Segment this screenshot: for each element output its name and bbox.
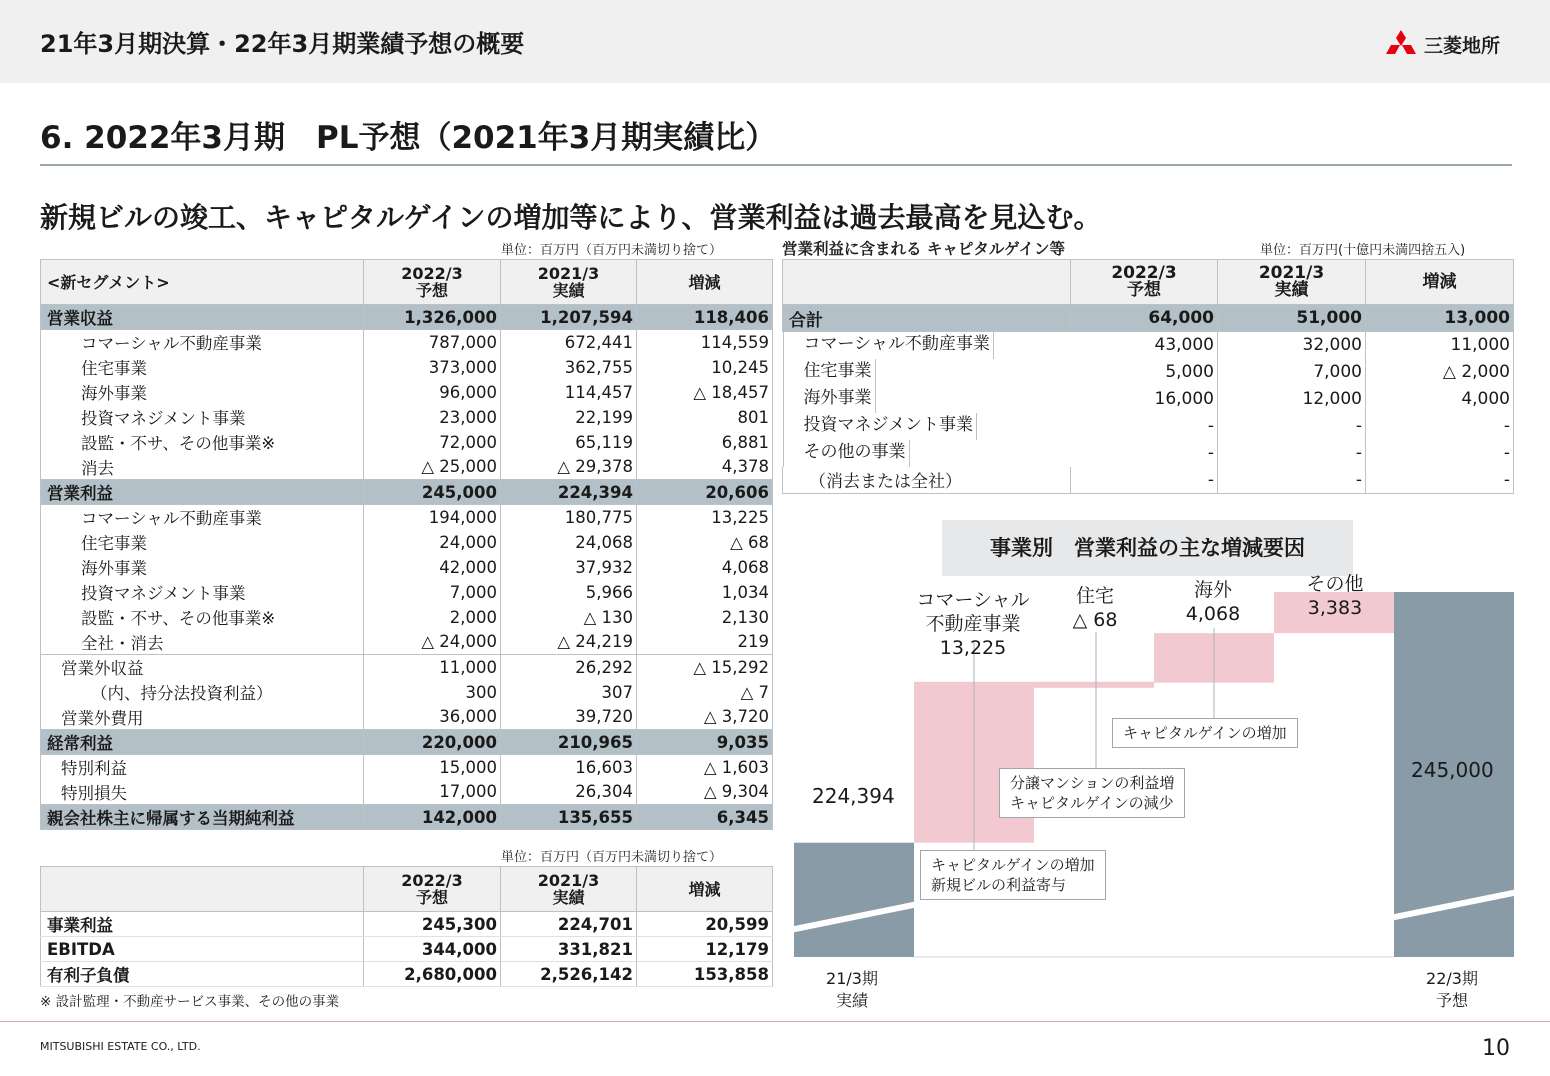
cell-c: 12,179: [637, 937, 773, 962]
main-table-unit: 単位：百万円（百万円未満切り捨て）: [501, 243, 723, 258]
cell-b: -: [1218, 440, 1366, 467]
cell-a: -: [1071, 440, 1218, 467]
cg-col-change: 増減: [1366, 260, 1514, 305]
row-label: その他の事業: [783, 440, 910, 467]
cell-a: 142,000: [364, 805, 501, 830]
row-label: 海外事業: [41, 380, 364, 405]
cell-c: 20,599: [637, 912, 773, 937]
cell-b: 7,000: [1218, 359, 1366, 386]
row-label: 全社・消去: [41, 630, 364, 655]
col-segment: <新セグメント>: [41, 260, 364, 305]
cell-b: 12,000: [1218, 386, 1366, 413]
cell-a: △ 24,000: [364, 630, 501, 655]
cell-a: -: [1071, 467, 1218, 494]
cg-col-2021: 2021/3 実績: [1218, 260, 1366, 305]
cell-a: 17,000: [364, 780, 501, 805]
cell-b: 51,000: [1218, 305, 1366, 332]
cell-c: 2,130: [637, 605, 773, 630]
row-label: コマーシャル不動産事業: [41, 505, 364, 530]
bar-step-residential: [1034, 682, 1154, 688]
cell-b: 224,701: [501, 912, 637, 937]
cell-b: 210,965: [501, 730, 637, 755]
cell-a: 245,300: [364, 912, 501, 937]
row-label: 設監・不サ、その他事業※: [41, 605, 364, 630]
cell-c: △ 2,000: [1366, 359, 1514, 386]
cg-table-title: 営業利益に含まれる キャピタルゲイン等: [782, 240, 1066, 258]
cell-b: -: [1218, 467, 1366, 494]
cell-a: 194,000: [364, 505, 501, 530]
row-label: コマーシャル不動産事業: [783, 332, 994, 359]
cell-b: △ 29,378: [501, 455, 637, 480]
cell-c: 13,000: [1366, 305, 1514, 332]
row-label: コマーシャル不動産事業: [41, 330, 364, 355]
cell-a: 72,000: [364, 430, 501, 455]
cell-a: 11,000: [364, 655, 501, 680]
cell-c: 801: [637, 405, 773, 430]
cell-a: 15,000: [364, 755, 501, 780]
cell-c: △ 3,720: [637, 705, 773, 730]
cell-c: 4,378: [637, 455, 773, 480]
cell-a: 24,000: [364, 530, 501, 555]
step-label-overseas: 海外 4,068: [1185, 579, 1241, 625]
row-label: 合計: [783, 305, 1071, 332]
cell-c: 11,000: [1366, 332, 1514, 359]
cell-b: 362,755: [501, 355, 637, 380]
row-label: 設監・不サ、その他事業※: [41, 430, 364, 455]
cell-b: 26,304: [501, 780, 637, 805]
cell-b: 224,394: [501, 480, 637, 505]
callout-overseas: キャピタルゲインの増加: [1112, 718, 1298, 748]
sub-table-unit: 単位：百万円（百万円未満切り捨て）: [501, 850, 723, 865]
cell-a: 1,326,000: [364, 305, 501, 330]
cell-c: △ 18,457: [637, 380, 773, 405]
row-label: 住宅事業: [783, 359, 876, 386]
cell-a: 2,000: [364, 605, 501, 630]
header-title: 21年3月期決算・22年3月期業績予想の概要: [40, 30, 525, 58]
cell-b: 32,000: [1218, 332, 1366, 359]
row-label: 有利子負債: [41, 962, 364, 987]
cell-b: 22,199: [501, 405, 637, 430]
cg-table-unit: 単位：百万円(十億円未満四捨五入): [1260, 243, 1466, 258]
cell-c: 153,858: [637, 962, 773, 987]
step-label-residential: 住宅 △ 68: [1072, 585, 1118, 631]
row-label: 海外事業: [783, 386, 876, 413]
cell-c: 219: [637, 630, 773, 655]
footer-company: MITSUBISHI ESTATE CO., LTD.: [40, 1040, 201, 1053]
cell-c: 4,000: [1366, 386, 1514, 413]
cell-c: 114,559: [637, 330, 773, 355]
col-2021: 2021/3 実績: [501, 260, 637, 305]
row-label: 営業利益: [41, 480, 364, 505]
cell-b: 1,207,594: [501, 305, 637, 330]
row-label: 住宅事業: [41, 530, 364, 555]
row-label: （内、持分法投資利益）: [41, 680, 364, 705]
cell-c: 118,406: [637, 305, 773, 330]
row-label: 特別利益: [41, 755, 364, 780]
cell-b: 5,966: [501, 580, 637, 605]
row-label: 営業外費用: [41, 705, 364, 730]
page-title: 6. 2022年3月期 PL予想（2021年3月期実績比）: [40, 120, 777, 156]
sub-col-2021: 2021/3 実績: [501, 867, 637, 912]
cell-b: 307: [501, 680, 637, 705]
row-label: 営業外収益: [41, 655, 364, 680]
footnote: ※ 設計監理・不動産サービス事業、その他の事業: [40, 994, 340, 1010]
cell-a: 43,000: [1071, 332, 1218, 359]
cell-a: 5,000: [1071, 359, 1218, 386]
cell-c: -: [1366, 440, 1514, 467]
lead-text: 新規ビルの竣工、キャピタルゲインの増加等により、営業利益は過去最高を見込む。: [40, 201, 1102, 234]
callout-residential: 分譲マンションの利益増 キャピタルゲインの減少: [999, 768, 1185, 818]
cell-c: △ 68: [637, 530, 773, 555]
footer-rule: [0, 1021, 1550, 1022]
cell-c: △ 15,292: [637, 655, 773, 680]
cell-c: 4,068: [637, 555, 773, 580]
cell-b: △ 130: [501, 605, 637, 630]
cell-a: 220,000: [364, 730, 501, 755]
row-label: 住宅事業: [41, 355, 364, 380]
cell-a: 16,000: [1071, 386, 1218, 413]
cell-b: △ 24,219: [501, 630, 637, 655]
end-value-label: 245,000: [1411, 758, 1494, 782]
cell-b: 672,441: [501, 330, 637, 355]
cell-b: 331,821: [501, 937, 637, 962]
bar-start-total: [794, 843, 914, 957]
row-label: 投資マネジメント事業: [783, 413, 978, 440]
cell-a: 23,000: [364, 405, 501, 430]
row-label: 投資マネジメント事業: [41, 405, 364, 430]
cell-c: 9,035: [637, 730, 773, 755]
cell-c: △ 9,304: [637, 780, 773, 805]
page-number: 10: [1482, 1036, 1510, 1061]
cell-c: △ 7: [637, 680, 773, 705]
cell-b: 26,292: [501, 655, 637, 680]
row-label: 消去: [41, 455, 364, 480]
cell-b: 180,775: [501, 505, 637, 530]
axis-label-end: 22/3期 予想: [1426, 969, 1478, 1010]
cell-a: 787,000: [364, 330, 501, 355]
cell-a: 373,000: [364, 355, 501, 380]
cell-c: 6,345: [637, 805, 773, 830]
cell-a: 42,000: [364, 555, 501, 580]
row-label: 事業利益: [41, 912, 364, 937]
cell-a: 7,000: [364, 580, 501, 605]
cell-a: △ 25,000: [364, 455, 501, 480]
cell-c: 6,881: [637, 430, 773, 455]
cell-b: -: [1218, 413, 1366, 440]
row-label: EBITDA: [41, 937, 364, 962]
cell-a: 64,000: [1071, 305, 1218, 332]
cell-b: 65,119: [501, 430, 637, 455]
cell-c: 1,034: [637, 580, 773, 605]
cell-c: -: [1366, 467, 1514, 494]
cell-b: 16,603: [501, 755, 637, 780]
cell-c: 10,245: [637, 355, 773, 380]
col-2022: 2022/3 予想: [364, 260, 501, 305]
cell-a: 2,680,000: [364, 962, 501, 987]
cg-col-2022: 2022/3 予想: [1071, 260, 1218, 305]
cell-a: 245,000: [364, 480, 501, 505]
row-label: 特別損失: [41, 780, 364, 805]
cell-a: -: [1071, 413, 1218, 440]
cell-b: 114,457: [501, 380, 637, 405]
row-label: 経常利益: [41, 730, 364, 755]
cell-c: 20,606: [637, 480, 773, 505]
row-label: 投資マネジメント事業: [41, 580, 364, 605]
cell-b: 37,932: [501, 555, 637, 580]
cell-a: 96,000: [364, 380, 501, 405]
cell-a: 344,000: [364, 937, 501, 962]
cell-a: 36,000: [364, 705, 501, 730]
waterfall-title: 事業別 営業利益の主な増減要因: [942, 520, 1353, 576]
cell-c: -: [1366, 413, 1514, 440]
row-label: （消去または全社）: [783, 467, 1071, 494]
row-label: 海外事業: [41, 555, 364, 580]
row-label: 親会社株主に帰属する当期純利益: [41, 805, 364, 830]
callout-commercial: キャピタルゲインの増加 新規ビルの利益寄与: [920, 850, 1106, 900]
start-value-label: 224,394: [812, 784, 895, 808]
logo-text: 三菱地所: [1424, 34, 1501, 57]
cell-c: 13,225: [637, 505, 773, 530]
cell-a: 300: [364, 680, 501, 705]
step-label-commercial: コマーシャル 不動産事業 13,225: [916, 589, 1030, 659]
cell-b: 39,720: [501, 705, 637, 730]
cell-b: 2,526,142: [501, 962, 637, 987]
col-change: 増減: [637, 260, 773, 305]
sub-col-change: 増減: [637, 867, 773, 912]
row-label: 営業収益: [41, 305, 364, 330]
cell-b: 24,068: [501, 530, 637, 555]
axis-label-start: 21/3期 実績: [826, 969, 878, 1010]
step-label-other: その他 3,383: [1306, 573, 1364, 619]
sub-col-2022: 2022/3 予想: [364, 867, 501, 912]
cell-c: △ 1,603: [637, 755, 773, 780]
cell-b: 135,655: [501, 805, 637, 830]
